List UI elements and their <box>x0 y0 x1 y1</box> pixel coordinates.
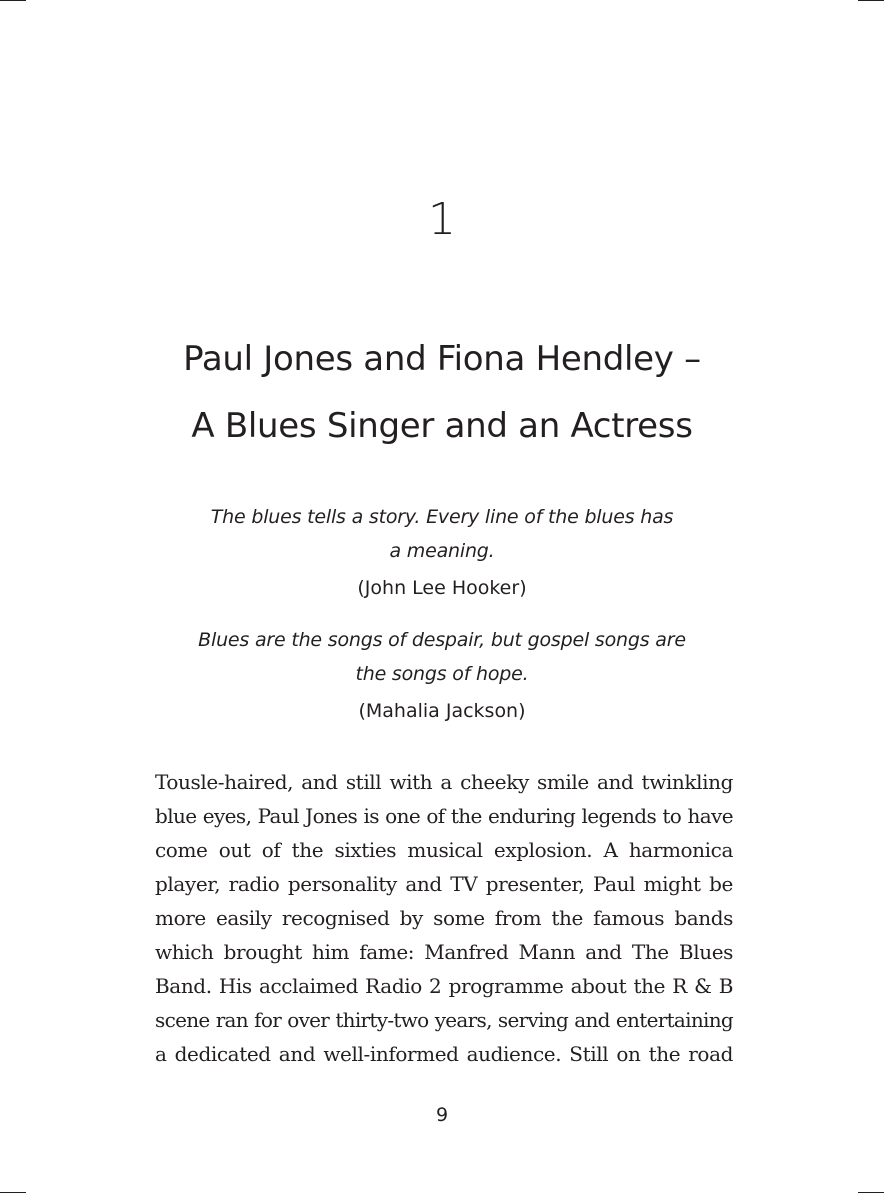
epigraph-quote-line: a meaning. <box>389 540 495 562</box>
epigraph <box>0 500 884 608</box>
crop-mark-bottom-right <box>858 1192 884 1193</box>
body-line: more easily recognised by some from the famous bands <box>155 906 733 930</box>
body-line: Band. His acclaimed Radio 2 programme about the R & B <box>155 974 733 998</box>
body-line: a dedicated and well-informed audience. Still on the road <box>155 1042 733 1066</box>
epigraph-quote-line: Blues are the songs of despair, but gospel songs are <box>198 629 686 651</box>
epigraph <box>0 623 884 731</box>
page-number: 9 <box>435 1104 449 1126</box>
body-line: come out of the sixties musical explosion. A harmonica <box>155 838 733 862</box>
crop-mark-top-left <box>0 0 26 1</box>
chapter-title <box>0 326 884 460</box>
epigraph-quote-line: The blues tells a story. Every line of the blues has <box>210 506 674 528</box>
chapter-title-line: A Blues Singer and an Actress <box>191 406 693 446</box>
body-line: blue eyes, Paul Jones is one of the enduring legends to have <box>155 804 733 828</box>
body-line: Tousle-haired, and still with a cheeky smile and twinkling <box>155 770 733 794</box>
chapter-number: 1 <box>428 194 456 245</box>
epigraph-attribution: (Mahalia Jackson) <box>358 700 526 722</box>
epigraph-attribution: (John Lee Hooker) <box>357 577 527 599</box>
epigraph-quote-line: the songs of hope. <box>355 663 529 685</box>
crop-mark-top-right <box>858 0 884 1</box>
crop-mark-bottom-left <box>0 1192 26 1193</box>
chapter-title-line: Paul Jones and Fiona Hendley – <box>183 339 701 379</box>
body-paragraph <box>155 765 733 1071</box>
body-line: scene ran for over thirty-two years, serving and entertaining <box>155 1008 733 1032</box>
body-line: player, radio personality and TV presenter, Paul might be <box>155 872 733 896</box>
body-line: which brought him fame: Manfred Mann and The Blues <box>155 940 733 964</box>
